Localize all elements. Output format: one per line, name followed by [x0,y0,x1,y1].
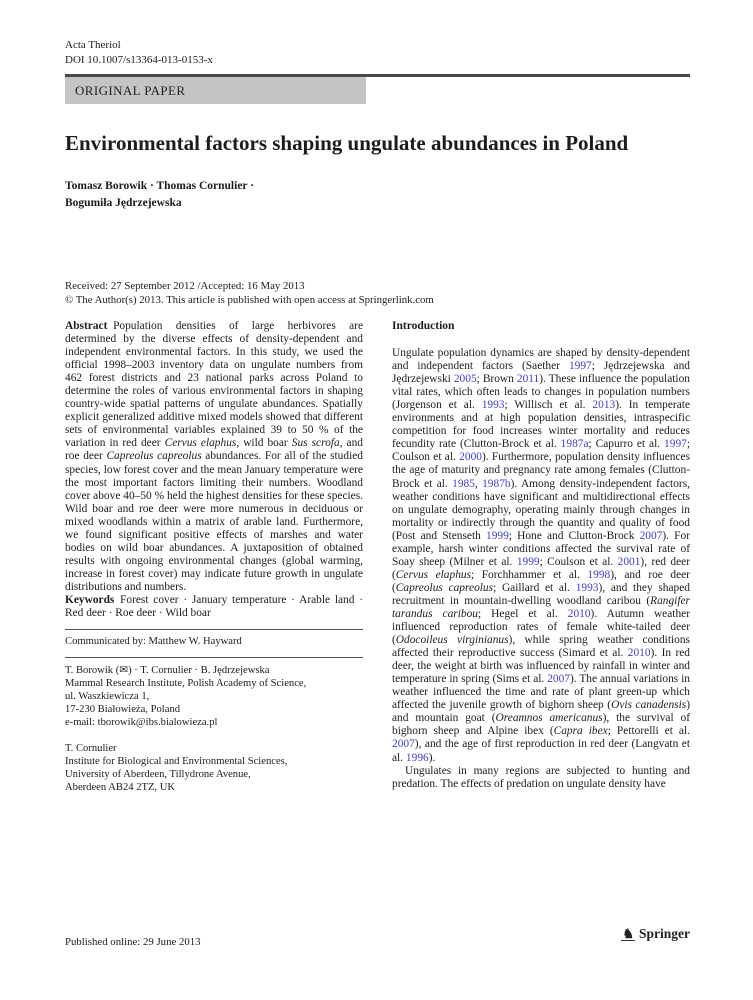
text-run: abundances. For all of the studied species, low forest cover and the mean January temperature were the most important factors limiting their numbers. Woodland cover above 40–50 % held the highest densities for these species. Wild boar and roe deer were more numerous in deciduous or mixed woodlands within a matrix of arable land. Furthermore, we found significant positive effects of marshes and water bodies on wild boar abundances. A juxtaposition of obtained results with ongoing environmental changes (global warming, increase in forest cover) may indicate future growth in ungulate distributions and numbers. [65,450,363,593]
citation-link[interactable]: 1996 [405,751,429,764]
citation-link[interactable]: 1999 [486,529,509,542]
left-column [65,320,363,794]
text-run: ), while spring weather conditions affected their reproductive success (Simard et al. [392,634,690,660]
citation-link[interactable]: 1993 [481,399,505,412]
species-name: Ovis canadensis [611,699,687,712]
text-run: ; Coulson et al. [392,438,690,464]
text-run: ; Forchhammer et al. [471,568,588,581]
authors-line-2: Bogumiła Jędrzejewska [65,196,182,209]
text-run: ; Willisch et al. [504,399,593,412]
published-online: Published online: 29 June 2013 [65,936,201,948]
citation-link[interactable]: 1997 [664,438,687,451]
journal-name: Acta Theriol [65,39,121,51]
text-run: Ungulates in many regions are subjected to hunting and predation. The effects of predation on ungulate density have [392,764,690,790]
species-name: Capreolus capreolus [106,450,202,463]
citation-link[interactable]: 2001 [617,555,641,568]
page-title: Environmental factors shaping ungulate abundances in Poland [65,131,629,155]
received-accepted-line: Received: 27 September 2012 /Accepted: 16 May 2013 [65,280,305,292]
communicated-by: Communicated by: Matthew W. Hayward [65,636,242,648]
footnote-rule-2 [65,657,363,658]
two-column-body [65,320,690,794]
copyright-line: © The Author(s) 2013. This article is published with open access at Springerlink.com [65,294,434,307]
abstract-paragraph [65,320,363,594]
footnote-line: T. Cornulier [65,743,117,755]
springer-wordmark: Springer [638,926,690,941]
authors-line-1: Tomasz Borowik · Thomas Cornulier · [65,180,255,192]
species-name: Cervus elaphus [395,568,472,581]
footnote-line: Aberdeen AB24 2TZ, UK [65,782,176,794]
footnote-line: T. Borowik (✉) · T. Cornulier · B. Jędrzejewska [65,665,270,677]
text-run: ; Pettorelli et al. [607,725,690,738]
right-column [392,320,690,794]
text-run: Population densities of large herbivores are determined by the diverse effects of density-dependent and independent environmental factors. In this study, we used the official 1998–2003 inventory data on ungulate numbers from 462 forest districts and 23 national parks across Poland to determine the roles of various environmental factors in shaping country-wide spatial patterns of ungulate abundances. Spatially explicit generalized additive mixed models showed that different sets of environmental variables explained 39 to 50 % of the variation in red deer [65,320,363,450]
footnote-line: Institute for Biological and Environmental Sciences, [65,756,288,768]
text-run: ). Among density-independent factors, weather conditions have significant and multidirectional effects on ungulate demography, operating mainly through changes in mortality or indirectly through the quantity and quality of food (Post and Stenseth [392,477,690,542]
citation-link[interactable]: 2010 [567,607,591,620]
label-run: Keywords [65,593,115,606]
citation-link[interactable]: 2007 [547,673,570,686]
citation-link[interactable]: 1985 [452,477,475,490]
text-run: ; Hone and Clutton-Brock [508,529,640,542]
footnote-line: ul. Waszkiewicza 1, [65,691,150,703]
springer-horse-icon: ♞ [622,925,634,941]
doi-line: DOI 10.1007/s13364-013-0153-x [65,54,213,66]
text-run: ; Coulson et al. [539,555,618,568]
footnote-rule-1 [65,629,363,630]
authors-block [65,178,254,211]
text-run: ) and mountain goat ( [392,699,690,725]
text-run: ). These influence the population vital rates, which often leads to changes in population numbers (Jorgenson et al. [392,373,690,412]
text-run: , and roe deer [65,437,363,463]
intro-paragraph-2 [392,765,690,791]
citation-link[interactable]: 2007 [392,738,415,751]
text-run: ), and the age of first reproduction in red deer (Langvatn et al. [392,738,690,764]
keywords-paragraph [65,594,363,620]
article-type-badge: ORIGINAL PAPER [65,77,366,104]
text-run: ), red deer ( [392,555,690,581]
citation-link[interactable]: 2007 [639,529,663,542]
citation-link[interactable]: 2013 [592,399,616,412]
footnote-line: e-mail: tborowik@ibs.bialowieza.pl [65,717,218,729]
text-run: ), and roe deer ( [392,568,690,594]
species-name: Oreamnos americanus [495,712,603,725]
footnote-line: 17-230 Białowieża, Poland [65,704,181,716]
species-name: Capreolus capreolus [395,581,494,594]
footnote-line: University of Aberdeen, Tillydrone Avenue, [65,769,251,781]
text-run: ; Gaillard et al. [493,581,576,594]
text-run: , wild boar [236,437,292,450]
label-run: Abstract [65,320,108,332]
text-run: ; Capurro et al. [588,438,665,451]
citation-link[interactable]: 1998 [587,568,611,581]
text-run: ; Hegel et al. [477,607,568,620]
text-run: , [474,477,483,490]
text-run: ; Jędrzejewska and Jędrzejewski [392,360,690,386]
citation-link[interactable]: 2010 [627,647,651,660]
text-run: ). In red deer, the weight at birth was influenced by rainfall in winter and temperature in spring (Sims et al. [392,647,690,686]
citation-link[interactable]: 2000 [459,451,482,464]
footnote-affiliation-1 [65,664,363,729]
species-name: Cervus elaphus [164,437,237,450]
intro-paragraph-1 [392,347,690,765]
text-run: Forest cover · January temperature · Arable land · Red deer · Roe deer · Wild boar [65,593,363,620]
species-name: Sus scrofa [291,437,340,450]
dates-block [65,279,434,307]
text-run: ). Autumn weather influenced reproduction rates of female white-tailed deer ( [392,607,691,647]
footnote-line: Mammal Research Institute, Polish Academy of Science, [65,678,307,690]
text-run: ), and they shaped recruitment in mountain-dwelling woodland caribou ( [392,581,690,607]
species-name: Capra ibex [553,725,608,738]
text-run: ; Brown [476,373,517,386]
text-run: ). Furthermore, population density influences the age of maturity and pregnancy rate among females (Clutton-Brock et al. [392,451,691,490]
citation-link[interactable]: 1993 [575,581,599,594]
springer-logo [621,926,690,942]
citation-link[interactable]: 1987a [560,438,589,451]
intro-heading: Introduction [392,320,455,332]
citation-link[interactable]: 1997 [568,360,592,373]
citation-link[interactable]: 1987b [482,477,511,490]
text-run: ). In temperate environments and at high population densities, intraspecific competition for food increases winter mortality and reduces fecundity rate (Clutton-Brock et al. [392,399,690,451]
species-name: Rangifer tarandus caribou [392,594,690,620]
citation-link[interactable]: 1999 [516,555,540,568]
species-name: Odocoileus virginianus [395,634,509,647]
text-run: Ungulate population dynamics are shaped by density-dependent and independent factors (Saether [392,347,690,373]
footnote-affiliation-2 [65,742,363,794]
text-run: ), the survival of bighorn sheep and Alpine ibex ( [392,712,690,738]
text-run: ). [428,751,436,764]
text-run: ). For example, harsh winter conditions affected the survival rate of Soay sheep (Milner et al. [392,529,690,568]
citation-link[interactable]: 2005 [453,373,477,386]
text-run: ). The annual variations in weather influenced the time and rate of plant green-up which affected the juvenile growth of bighorn sheep ( [392,673,690,712]
citation-link[interactable]: 2011 [516,373,540,386]
